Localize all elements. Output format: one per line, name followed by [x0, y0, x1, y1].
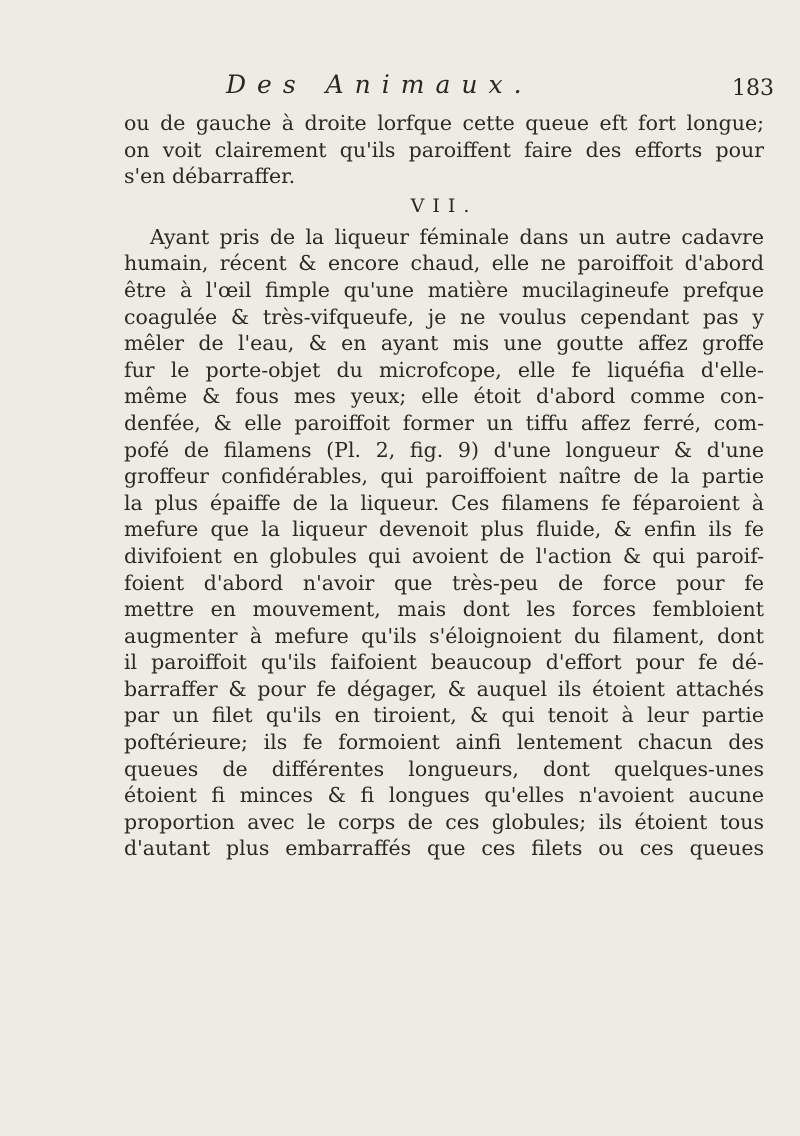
- page-number: 183: [732, 76, 774, 101]
- text-line: mettre en mouvement, mais dont les forces fembloient: [124, 597, 764, 622]
- text-line: groffeur confidérables, qui paroiffoient naître de la partie: [124, 464, 764, 489]
- text-line: augmenter à mefure qu'ils s'éloignoient du filament, dont: [124, 623, 764, 648]
- text-line: par un filet qu'ils en tiroient, & qui tenoit à leur partie: [124, 703, 764, 728]
- paragraph-continuation: [124, 110, 764, 190]
- paragraph: [124, 224, 764, 862]
- text-line: mefure que la liqueur devenoit plus fluide, & enfin ils fe: [124, 517, 764, 542]
- text-line: poftérieure; ils fe formoient ainfi lentement chacun des: [124, 730, 764, 755]
- text-line: foient d'abord n'avoir que très-peu de force pour fe: [124, 570, 764, 595]
- text-line: denfée, & elle paroiffoit former un tiffu affez ferré, com-: [124, 410, 764, 435]
- text-line: divifoient en globules qui avoient de l'action & qui paroif-: [124, 543, 764, 568]
- text-line: ou de gauche à droite lorfque cette queue eft fort longue;: [124, 111, 764, 135]
- text-line: fur le porte-objet du microfcope, elle fe liquéfia d'elle-: [124, 357, 764, 382]
- body-text: [124, 110, 764, 862]
- text-line: pofé de filamens (Pl. 2, fig. 9) d'une longueur & d'une: [124, 437, 764, 462]
- text-line: Ayant pris de la liqueur féminale dans un autre cadavre: [150, 224, 764, 249]
- text-line: queues de différentes longueurs, dont quelques-unes: [124, 756, 764, 781]
- text-line: coagulée & très-vifqueufe, je ne voulus cependant pas y: [124, 304, 764, 329]
- text-line: proportion avec le corps de ces globules; ils étoient tous: [124, 809, 764, 834]
- running-title: Des Animaux.: [226, 70, 533, 99]
- text-line: s'en débarraffer.: [124, 164, 296, 189]
- text-line: humain, récent & encore chaud, elle ne paroiffoit d'abord: [124, 251, 764, 276]
- text-line: être à l'œil fimple qu'une matière mucilagineufe prefque: [124, 277, 764, 302]
- text-line: on voit clairement qu'ils paroiffent faire des efforts pour: [124, 137, 764, 162]
- text-line: la plus épaiffe de la liqueur. Ces filamens fe féparoient à: [124, 490, 764, 515]
- text-line: même & fous mes yeux; elle étoit d'abord comme con-: [124, 384, 764, 409]
- running-head: [0, 70, 800, 110]
- text-line: barraffer & pour fe dégager, & auquel ils étoient attachés: [124, 676, 764, 701]
- text-line: il paroiffoit qu'ils faifoient beaucoup d'effort pour fe dé-: [124, 650, 764, 675]
- section-number: VII.: [410, 194, 478, 217]
- text-line: mêler de l'eau, & en ayant mis une goutte affez groffe: [124, 331, 764, 356]
- text-line: d'autant plus embarraffés que ces filets ou ces queues: [124, 836, 764, 861]
- text-line: étoient fi minces & fi longues qu'elles n'avoient aucune: [124, 783, 764, 808]
